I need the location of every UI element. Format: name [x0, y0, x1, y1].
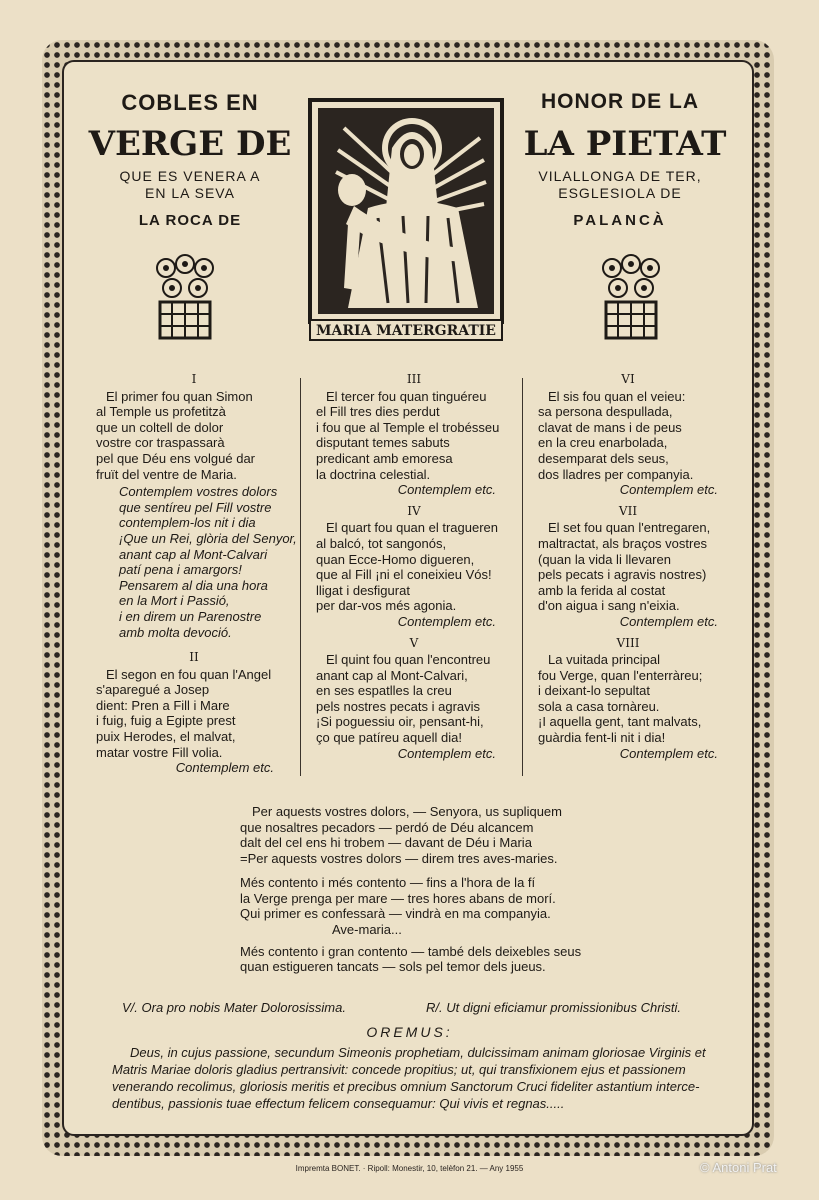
- column-2: [316, 372, 512, 761]
- closing-line: Qui primer es confessarà — vindrà en ma companyia.: [240, 906, 551, 922]
- stanza-4-number: IV: [407, 503, 421, 518]
- versicle: V/. Ora pro nobis Mater Dolorosissima.: [122, 1000, 346, 1015]
- stanza-4-line: lligat i desfigurat: [316, 582, 410, 598]
- header-right-line1: HONOR DE LA: [541, 90, 699, 113]
- stanza-3-line: disputant temes sabuts: [316, 435, 450, 451]
- stanza-2-number: II: [189, 650, 199, 665]
- column-divider-1: [300, 378, 301, 776]
- column-3: [538, 372, 718, 761]
- closing-line: quan estigueren tancats — sols pel temor dels jueus.: [240, 959, 546, 975]
- ave-maria: Ave-maria...: [332, 921, 402, 937]
- stanza-2-line: s'aparegué a Josep: [96, 682, 210, 698]
- stanza-3-line: el Fill tres dies perdut: [316, 404, 440, 420]
- stanza-8-line: sola a casa tornàreu.: [538, 698, 660, 714]
- woodcut-caption: MARIA MATERGRATIE: [316, 323, 496, 339]
- stanza-4-line: quan Ecce-Homo digueren,: [316, 551, 475, 567]
- closing-prayer: [240, 804, 620, 975]
- stanza-1-line: pel que Déu ens volgué dar: [96, 450, 256, 466]
- refrain-line: Contemplem vostres dolors: [119, 484, 278, 500]
- stanza-3-line: El tercer fou quan tinguéreu: [326, 388, 487, 404]
- stanza-2-line: El segon en fou quan l'Angel: [106, 666, 272, 682]
- copyright-watermark: © Antoni Prat: [700, 1160, 777, 1175]
- stanza-1-line: al Temple us profetitzà: [96, 404, 226, 420]
- stanza-1-line: vostre cor traspassarà: [96, 435, 225, 451]
- oremus-line: Deus, in cujus passione, secundum Simeonis prophetiam, dulcissimam animam gloriosae Virginis et: [130, 1045, 706, 1060]
- header-left-sub2: EN LA SEVA: [145, 185, 235, 201]
- stanza-6-line: clavat de mans i de peus: [538, 419, 682, 435]
- stanza-1-line: El primer fou quan Simon: [106, 388, 253, 404]
- printer-imprint: Impremta BONET. · Ripoll: Monestir, 10, telèfon 21. — Any 1955: [295, 1164, 524, 1173]
- stanza-5-line: ço que patíreu aquell dia!: [316, 730, 462, 746]
- oremus-line: Matris Mariae doloris gladius pertransivit: concede propitius; ut, qui transfixionem ejus et passionem: [112, 1062, 686, 1077]
- stanza-2-contemplem: Contemplem etc.: [175, 760, 274, 776]
- refrain-line: en la Mort i Passió,: [119, 593, 230, 609]
- closing-line: Per aquests vostres dolors, — Senyora, us supliquem: [252, 804, 562, 819]
- stanza-2-line: matar vostre Fill volia.: [96, 744, 223, 760]
- stanza-7-line: (quan la vida li llevaren: [538, 551, 671, 567]
- stanza-8-line: guàrdia fent-li nit i dia!: [538, 730, 666, 746]
- stanza-8-line: i deixant-lo sepultat: [538, 683, 651, 699]
- stanza-7-line: El set fou quan l'entregaren,: [548, 520, 711, 536]
- refrain-line: que sentíreu pel Fill vostre: [119, 499, 272, 515]
- header-right-sub1: VILALLONGA DE TER,: [538, 168, 702, 184]
- stanza-2-line: dient: Pren a Fill i Mare: [96, 697, 230, 713]
- stanza-5-number: V: [409, 635, 419, 650]
- stanza-7-contemplem: Contemplem etc.: [619, 613, 718, 629]
- stanza-8-contemplem: Contemplem etc.: [619, 745, 718, 761]
- stanza-5-line: anant cap al Mont-Calvari,: [316, 667, 468, 683]
- stanza-1-line: fruït del ventre de Maria.: [96, 466, 237, 482]
- stanza-5-line: en ses espatlles la creu: [316, 683, 452, 699]
- closing-line: la Verge prenga per mare — tres hores abans de morí.: [240, 890, 556, 906]
- response: R/. Ut digni eficiamur promissionibus Christi.: [426, 1000, 682, 1015]
- stanza-6-line: sa persona despullada,: [538, 404, 673, 420]
- stanza-7-line: d'on aigua i sang n'eixia.: [538, 598, 680, 614]
- closing-line: Més contento i gran contento — també dels deixebles seus: [240, 943, 582, 959]
- closing-line: dalt del cel ens hi trobem — davant de Déu i Maria: [240, 835, 532, 851]
- stanza-3-line: i fou que al Temple el trobésseu: [316, 419, 500, 435]
- refrain-line: contemplem-los nit i dia: [119, 515, 256, 531]
- oremus-title: OREMUS:: [366, 1024, 453, 1040]
- stanza-7-line: amb la ferida al costat: [538, 582, 666, 598]
- refrain-line: i en direm un Parenostre: [119, 608, 262, 624]
- stanza-3-number: III: [406, 372, 422, 386]
- closing-line: =Per aquests vostres dolors — direm tres aves-maries.: [240, 851, 558, 867]
- stanza-6-line: El sis fou quan el veieu:: [548, 388, 686, 404]
- stanza-8-number: VIII: [616, 635, 640, 650]
- stanza-6-line: dos lladres per companyia.: [538, 466, 694, 482]
- stanza-1-line: que un coltell de dolor: [96, 419, 224, 435]
- stanza-3-line: predicant amb emoresa: [316, 450, 453, 466]
- header-left-line1: COBLES EN: [121, 90, 259, 115]
- stanza-6-contemplem: Contemplem etc.: [619, 482, 718, 498]
- closing-line: que nosaltres pecadors — perdó de Déu alcancem: [240, 819, 534, 835]
- pieta-woodcut-image: [308, 98, 504, 342]
- stanza-4-line: per dar-vos més agonia.: [316, 598, 457, 614]
- stanza-6-line: desemparat dels seus,: [538, 450, 669, 466]
- stanza-7-line: maltractat, als braços vostres: [538, 535, 708, 551]
- oremus-text: [112, 1044, 712, 1112]
- refrain-line: amb molta devoció.: [119, 624, 232, 640]
- oremus-line: dentibus, passionis tuae effectum felicem consequamur: Qui vivis et regnas.....: [112, 1096, 565, 1111]
- stanza-5-line: ¡Si poguessiu oir, pensant-hi,: [316, 714, 484, 730]
- stanza-8-line: fou Verge, quan l'enterràreu;: [538, 667, 703, 683]
- header-left-sub1: QUE ES VENERA A: [119, 168, 261, 184]
- stanza-2-line: i fuig, fuig a Egipte prest: [96, 713, 236, 729]
- refrain-line: Pensarem al dia una hora: [119, 577, 268, 593]
- column-divider-2: [522, 378, 523, 776]
- stanza-3-contemplem: Contemplem etc.: [397, 482, 496, 498]
- stanza-7-line: pels pecats i agravis nostres): [538, 567, 707, 583]
- header-left-line3: LA ROCA DE: [138, 212, 242, 229]
- stanza-7-number: VII: [618, 503, 638, 518]
- stanza-6-number: VI: [621, 372, 635, 386]
- refrain-line: ¡Que un Rei, glòria del Senyor,: [119, 530, 297, 546]
- stanza-4-line: que al Fill ¡ni el coneixieu Vós!: [316, 567, 492, 583]
- stanza-3-line: la doctrina celestial.: [316, 466, 431, 482]
- stanza-8-line: ¡I aquella gent, tant malvats,: [538, 714, 702, 730]
- refrain-line: anant cap al Mont-Calvari: [119, 546, 268, 562]
- stanza-6-line: en la creu enarbolada,: [538, 435, 668, 451]
- header-right-line2: LA PIETAT: [523, 124, 727, 164]
- oremus-line: venerando recolimus, gloriosis meritis et precibus omnium Sanctorum Cruci fideliter astantium interce-: [112, 1079, 700, 1094]
- flower-basket-left-icon: [150, 252, 220, 342]
- stanza-4-contemplem: Contemplem etc.: [397, 613, 496, 629]
- stanza-4-line: El quart fou quan el tragueren: [326, 520, 499, 536]
- flower-basket-right-icon: [596, 252, 666, 342]
- closing-line: Més contento i més contento — fins a l'hora de la fí: [240, 874, 536, 890]
- refrain-line: patí pena i amargors!: [119, 562, 242, 578]
- stanza-5-line: pels nostres pecats i agravis: [316, 698, 481, 714]
- column-1: [96, 372, 297, 776]
- header-right-line3: PALANCÀ: [573, 212, 667, 229]
- stanza-8-line: La vuitada principal: [548, 652, 661, 668]
- stanza-5-line: El quint fou quan l'encontreu: [326, 652, 491, 668]
- header-left-line2: VERGE DE: [88, 124, 292, 164]
- stanza-4-line: al balcó, tot sangonós,: [316, 535, 447, 551]
- header-right-sub2: ESGLESIOLA DE: [558, 185, 682, 201]
- stanza-5-contemplem: Contemplem etc.: [397, 745, 496, 761]
- stanza-2-line: puix Herodes, el malvat,: [96, 729, 236, 745]
- stanza-1-number: I: [191, 372, 197, 386]
